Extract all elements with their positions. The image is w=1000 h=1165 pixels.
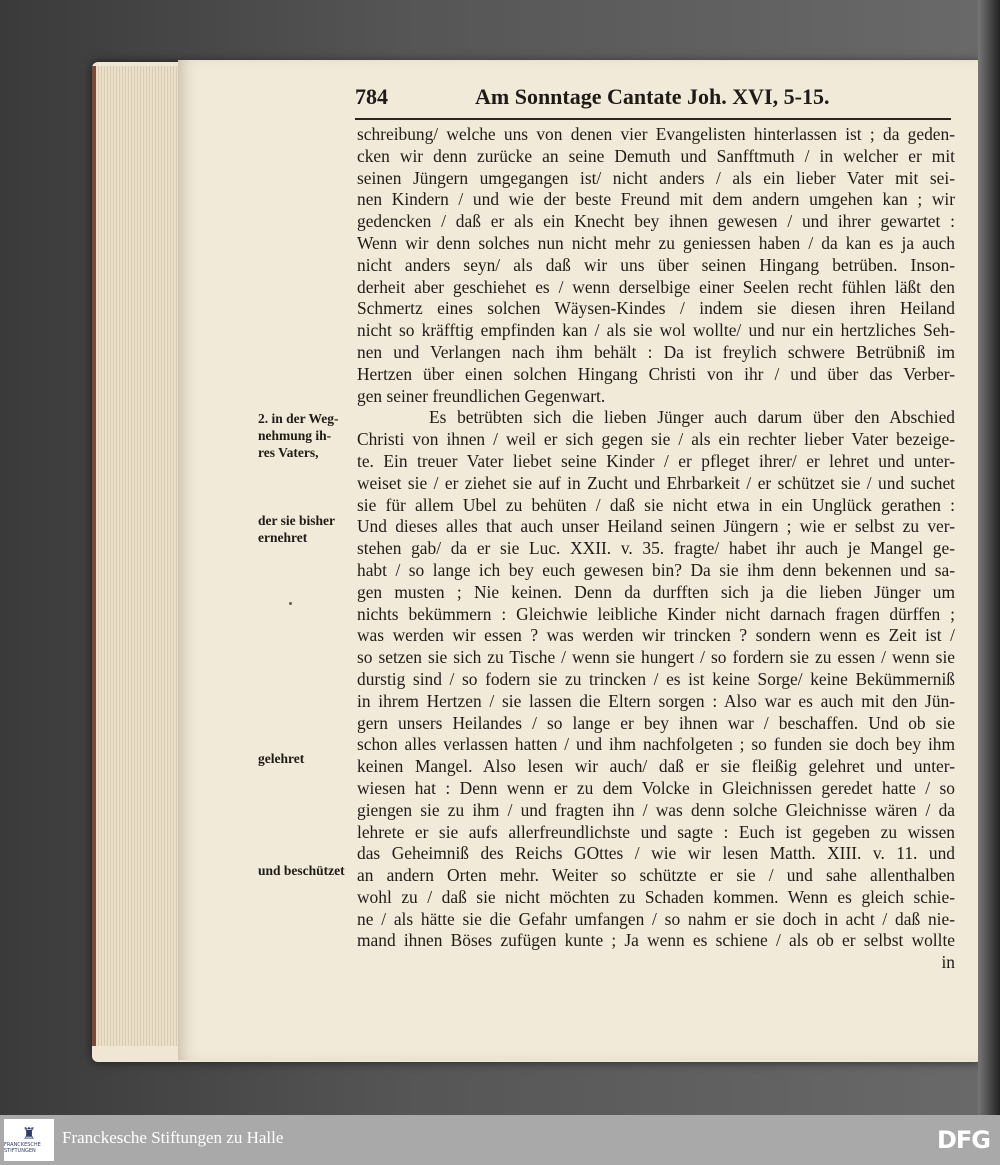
text-line: an andern Orten mehr. Weiter so schützte er sie / und sahe allenthalben (357, 865, 955, 886)
text-line: Hertzen über einen solchen Hingang Christi von ihr / und über das Verber- (357, 363, 955, 384)
francke-logo[interactable] (4, 1119, 54, 1161)
text-line: habt / so lange ich bey euch gewesen bin? Da sie ihm denn bekennen und sa- (357, 559, 955, 580)
margin-note-line: gelehret (258, 751, 305, 766)
text-line: Schmertz eines solchen Wäysen-Kindes / indem sie diesen ihren Heiland (357, 298, 955, 319)
text-line: in (941, 952, 955, 973)
text-line: stehen gab/ da er sie Luc. XXII. v. 35. fragte/ habet ihr auch je Mangel ge- (357, 538, 955, 559)
footer-bar (0, 1115, 1000, 1165)
running-head (355, 84, 955, 120)
text-line: gern unsers Heilandes / so lange er bey ihnen war / beschaffen. Und ob sie (357, 712, 955, 733)
margin-note-line: res Vaters, (258, 445, 319, 460)
page-number: 784 (355, 84, 388, 109)
page-edges (92, 66, 184, 1046)
margin-note-line: 2. in der Weg- (258, 411, 339, 426)
text-line: keinen Mangel. Also lesen wir auch/ daß er sie fleißig gelehret und unter- (357, 756, 955, 777)
text-line: in ihrem Hertzen / sie lassen die Eltern sorgen : Also war es auch mit den Jün- (357, 690, 955, 711)
margin-note-line: nehmung ih- (258, 428, 332, 443)
text-line: gedencken / daß er als ein Knecht bey ihnen gewesen / und ihrer gewartet : (357, 211, 955, 232)
institution-name: Franckesche Stiftungen zu Halle (62, 1128, 284, 1147)
text-line: wiesen hat : Denn wenn er zu dem Volcke in Gleichnissen geredet hatte / so (357, 777, 955, 798)
ink-speck (289, 602, 292, 605)
text-line: te. Ein treuer Vater liebet seine Kinder / er pfleget ihrer/ er lehret und unter- (357, 450, 955, 471)
text-line: nicht anders seyn/ als daß wir uns über seinen Hingang betrüben. Inson- (357, 254, 955, 275)
text-line: nicht so kräfftig empfinden kan / als sie wol wollte/ und nur ein hertzliches Seh- (357, 320, 955, 341)
margin-note-gelehret (258, 750, 358, 767)
margin-note-line: der sie bisher (258, 513, 335, 528)
text-line: Wenn wir denn solches nun nicht mehr zu geniessen haben / da kan es ja auch (357, 232, 955, 253)
text-line: Christi von ihnen / weil er sich gegen sie / als ein rechter lieber Vater bezeige- (357, 429, 955, 450)
text-line: durstig sind / so fodern sie zu trincken / es ist keine Sorge/ keine Bekümmerniß (357, 668, 955, 689)
text-line: mand ihnen Böses zufügen kunte ; Ja wenn es schiene / als ob er selbst wollte (357, 930, 955, 951)
text-line: nen Kindern / und wie der beste Freund mit dem andern umgehen kan ; wir (357, 189, 955, 210)
header-rule (355, 118, 951, 120)
scan-edge (978, 0, 1000, 1115)
text-line: nichts bekümmern : Gleichwie leibliche Kinder nicht darnach fragen dürffen ; (357, 603, 955, 624)
text-line: lehrete er sie aufs allerfreundlichste und sagte : Euch ist gegeben zu wissen (357, 821, 955, 842)
text-line: Es betrübten sich die lieben Jünger auch darum über den Abschied (429, 407, 955, 428)
margin-note-beschuetzet (258, 862, 358, 879)
text-line: derheit aber geschiehet es / wenn derselbige einer Seelen recht fühlen läßt den (357, 276, 955, 297)
margin-note-ernehret (258, 512, 358, 546)
text-line: nen und Verlangen nach ihm behält : Da ist freylich schwere Betrübniß im (357, 341, 955, 362)
margin-note-line: und beschützet (258, 863, 345, 878)
text-line: schon alles verlassen hatten / und ihm nachfolgeten ; so funden sie doch bey ihm (357, 734, 955, 755)
text-line: ne / als hätte sie die Gefahr umfangen / so nahm er sie doch in acht / daß nie- (357, 908, 955, 929)
running-title: Am Sonntage Cantate Joh. XVI, 5-15. (475, 84, 830, 109)
main-text-block (357, 124, 955, 974)
text-line: gen seiner freundlichen Gegenwart. (357, 385, 606, 406)
dfg-logo[interactable]: DFG (936, 1126, 990, 1154)
text-line: Und dieses alles that auch unser Heiland seinen Jüngern ; wie er selbst zu ver- (357, 516, 955, 537)
francke-emblem-icon: ♜ (21, 1124, 37, 1143)
text-line: giengen sie zu ihm / und fragten ihn / was denn solche Gleichnisse wären / da (357, 799, 955, 820)
text-line: wohl zu / daß sie nicht möchten zu Schaden kommen. Wenn es gleich schie- (357, 886, 955, 907)
text-line: was werden wir essen ? was werden wir trincken ? sondern wenn es Zeit ist / (357, 625, 955, 646)
text-line: das Geheimniß des Reichs GOttes / wie wir lesen Matth. XIII. v. 11. und (357, 843, 955, 864)
text-line: weiset sie / er ziehet sie auf in Zucht und Ehrbarkeit / er schützet sie / und suchet (357, 472, 955, 493)
text-line: schreibung/ welche uns von denen vier Evangelisten hinterlassen ist ; da geden- (357, 124, 955, 144)
margin-note-line: ernehret (258, 530, 308, 545)
text-line: so setzen sie sich zu Tische / wenn sie hungert / so fordern sie zu essen / wenn sie (357, 647, 955, 668)
margin-note-vater (258, 410, 358, 461)
text-line: gen musten ; Nie keinen. Denn da durfften sich ja die lieben Jünger um (357, 581, 955, 602)
text-line: seinen Jüngern umgegangen ist/ nicht anders / als ein lieber Vater mit sei- (357, 167, 955, 188)
logo-text: FRANCKESCHE STIFTUNGEN (4, 1142, 41, 1154)
text-line: cken wir denn zurücke an seine Demuth und Sanfftmuth / in welcher er mit (357, 145, 955, 166)
text-line: sie für allem Ubel zu behüten / daß sie nicht etwa in ein Unglück gerathen : (357, 494, 955, 515)
